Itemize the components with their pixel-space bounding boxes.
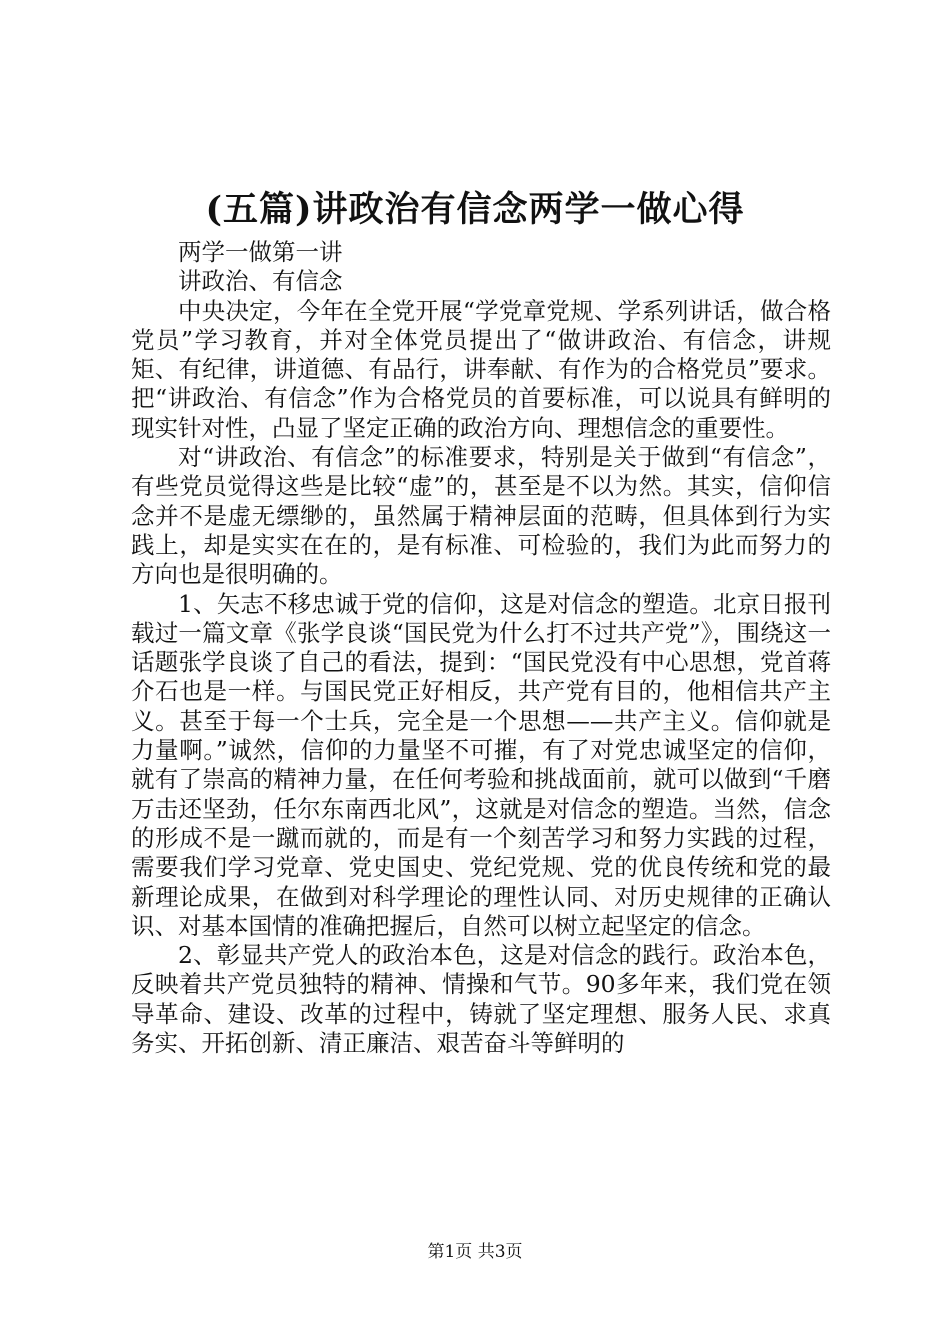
page-footer: 第1页 共3页 — [427, 1242, 523, 1262]
paragraph-point-1: 1、矢志不移忠诚于党的信仰，这是对信念的塑造。北京日报刊载过一篇文章《张学良谈“国民党为什么打不过共产党”》，围绕这一话题张学良谈了自己的看法，提到：“国民党没有中心思想，党首蒋介石也是一样。与国民党正好相反，共产党有目的，他相信共产主义。甚至于每一个士兵，完全是一个思想——共产主义。信仰就是力量啊。”诚然，信仰的力量坚不可摧，有了对党忠诚坚定的信仰，就有了崇高的精神力量，在任何考验和挑战面前，就可以做到“千磨万击还坚劲，任尔东南西北风”，这就是对信念的塑造。当然，信念的形成不是一蹴而就的，而是有一个刻苦学习和努力实践的过程，需要我们学习党章、党史国史、党纪党规、党的优良传统和党的最新理论成果，在做到对科学理论的理性认同、对历史规律的正确认识、对基本国情的准确把握后，自然可以树立起坚定的信念。 — [131, 589, 831, 940]
paragraph-standard: 对“讲政治、有信念”的标准要求，特别是关于做到“有信念”，有些党员觉得这些是比较“虚”的，甚至是不以为然。其实，信仰信念并不是虚无缥缈的，虽然属于精神层面的范畴，但具体到行为实践上，却是实实在在的，是有标准、可检验的，我们为此而努力的方向也是很明确的。 — [131, 443, 831, 589]
subheading-topic: 讲政治、有信念 — [178, 267, 343, 296]
paragraph-point-2: 2、彰显共产党人的政治本色，这是对信念的践行。政治本色，反映着共产党员独特的精神、情操和气节。90多年来，我们党在领导革命、建设、改革的过程中，铸就了坚定理想、服务人民、求真务实、开拓创新、清正廉洁、艰苦奋斗等鲜明的 — [131, 941, 831, 1058]
document-body — [131, 238, 831, 1058]
paragraph-intro: 中央决定，今年在全党开展“学党章党规、学系列讲话，做合格党员”学习教育，并对全体党员提出了“做讲政治、有信念，讲规矩、有纪律，讲道德、有品行，讲奉献、有作为的合格党员”要求。把“讲政治、有信念”作为合格党员的首要标准，可以说具有鲜明的现实针对性，凸显了坚定正确的政治方向、理想信念的重要性。 — [131, 296, 831, 442]
document-title: (五篇)讲政治有信念两学一做心得 — [205, 189, 745, 230]
subheading-lecture: 两学一做第一讲 — [178, 238, 343, 266]
